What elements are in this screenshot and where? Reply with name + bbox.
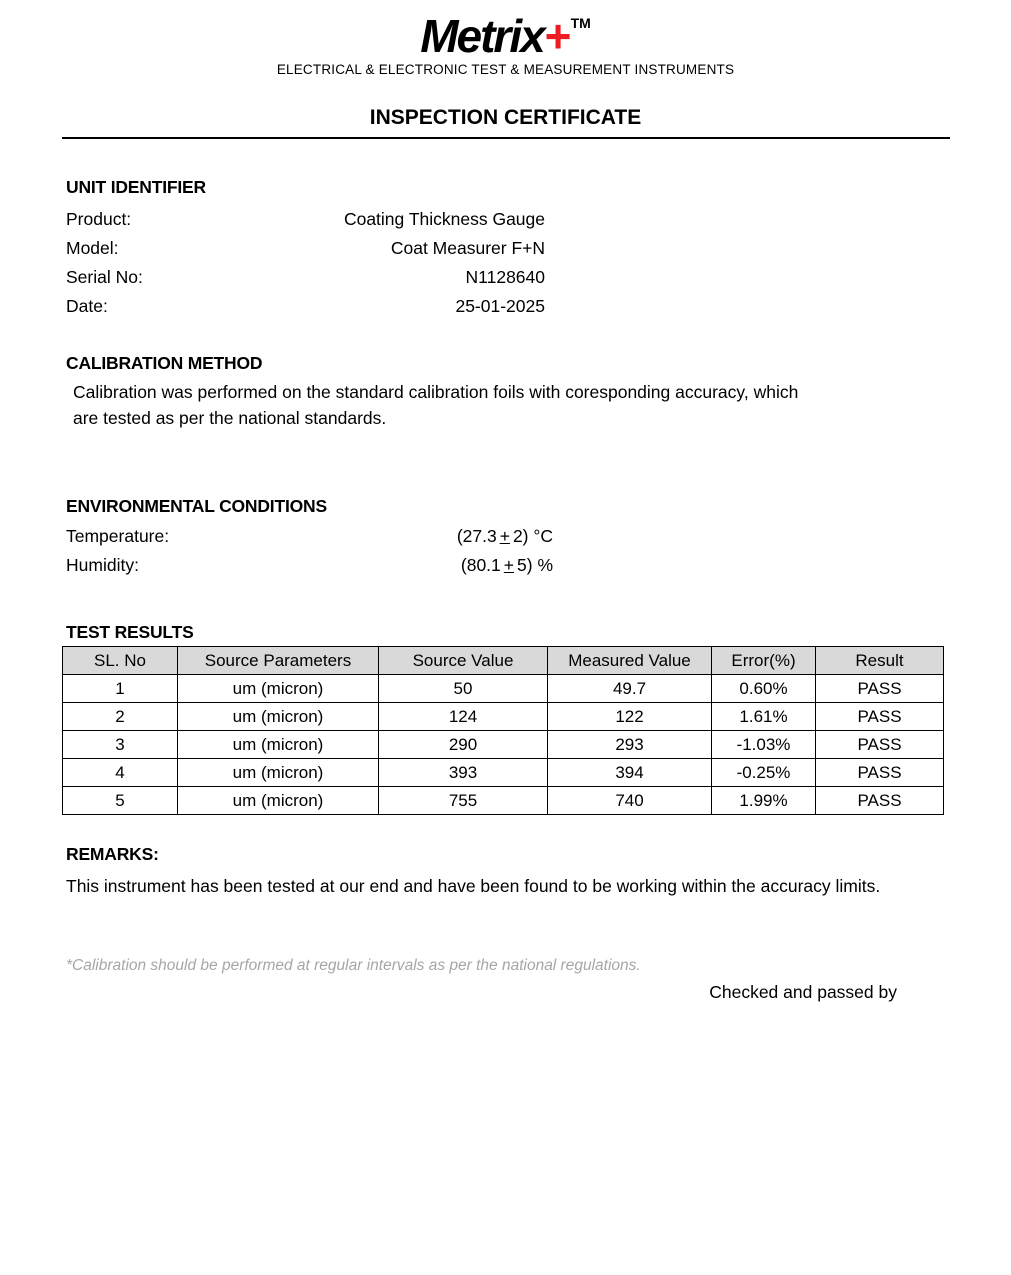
calibration-footnote: *Calibration should be performed at regular intervals as per the national regulations. (66, 957, 641, 975)
table-cell: PASS (816, 759, 944, 787)
remarks-heading: REMARKS: (66, 844, 159, 865)
table-cell: 740 (548, 787, 712, 815)
value-prefix: (27.3 (456, 526, 497, 547)
model-row (66, 234, 545, 263)
table-cell: 49.7 (548, 675, 712, 703)
value-suffix: 2) °C (512, 526, 553, 547)
brand-block (0, 0, 1011, 77)
environmental-conditions-heading: ENVIRONMENTAL CONDITIONS (66, 496, 327, 517)
table-cell: -0.25% (712, 759, 816, 787)
trademark-symbol: TM (570, 15, 591, 31)
table-header-row (63, 647, 944, 675)
unit-identifier-section (66, 176, 950, 321)
table-cell: 3 (63, 731, 178, 759)
table-cell: 50 (379, 675, 548, 703)
column-header-sl-no: SL. No (63, 647, 178, 675)
table-cell: um (micron) (178, 731, 379, 759)
field-label: Product: (66, 209, 132, 230)
table-cell: PASS (816, 703, 944, 731)
field-value (457, 522, 553, 551)
field-label: Date: (66, 296, 108, 317)
table-cell: PASS (816, 731, 944, 759)
table-row (63, 787, 944, 815)
unit-identifier-heading: UNIT IDENTIFIER (66, 177, 206, 198)
table-row (63, 731, 944, 759)
column-header-measured-value: Measured Value (548, 647, 712, 675)
table-cell: 124 (379, 703, 548, 731)
column-header-result: Result (816, 647, 944, 675)
table-row (63, 675, 944, 703)
table-row (63, 703, 944, 731)
test-results-section (66, 621, 950, 815)
table-cell: 0.60% (712, 675, 816, 703)
table-cell: um (micron) (178, 787, 379, 815)
table-cell: 394 (548, 759, 712, 787)
test-results-heading: TEST RESULTS (66, 622, 194, 643)
plus-minus-symbol: + (503, 555, 515, 576)
table-cell: 293 (548, 731, 712, 759)
certificate-body (0, 176, 1011, 1003)
brand-tagline: ELECTRICAL & ELECTRONIC TEST & MEASUREMENT INSTRUMENTS (276, 62, 735, 78)
title-divider (62, 137, 950, 139)
product-row (66, 205, 545, 234)
column-header-error: Error(%) (712, 647, 816, 675)
brand-logo (0, 12, 1011, 60)
environmental-conditions-section (66, 495, 950, 580)
checked-passed-by-label: Checked and passed by (709, 982, 897, 1003)
test-results-table (62, 646, 944, 815)
table-cell: 122 (548, 703, 712, 731)
page-title: INSPECTION CERTIFICATE (369, 106, 642, 130)
field-value: Coat Measurer F+N (390, 238, 545, 259)
calibration-method-heading: CALIBRATION METHOD (66, 353, 263, 374)
table-cell: 2 (63, 703, 178, 731)
humidity-row (66, 551, 553, 580)
field-value: N1128640 (465, 267, 545, 288)
column-header-source-value: Source Value (379, 647, 548, 675)
table-cell: 1.61% (712, 703, 816, 731)
table-cell: PASS (816, 787, 944, 815)
field-label: Model: (66, 238, 119, 259)
table-cell: 1 (63, 675, 178, 703)
table-cell: 393 (379, 759, 548, 787)
brand-name: Metrix (420, 10, 544, 62)
table-cell: 4 (63, 759, 178, 787)
table-cell: um (micron) (178, 703, 379, 731)
plus-minus-symbol: + (499, 526, 510, 547)
table-cell: 5 (63, 787, 178, 815)
calibration-method-text: Calibration was performed on the standard calibration foils with coresponding accuracy, which are tested as per the national standards. (73, 382, 799, 429)
column-header-source-parameters: Source Parameters (178, 647, 379, 675)
brand-plus-icon: + (543, 10, 569, 62)
temperature-row (66, 522, 553, 551)
field-label: Temperature: (66, 526, 170, 547)
table-cell: 290 (379, 731, 548, 759)
remarks-text: This instrument has been tested at our end and have been found to be working within the accuracy limits. (66, 876, 881, 897)
date-row (66, 292, 545, 321)
table-cell: um (micron) (178, 675, 379, 703)
table-cell: 755 (379, 787, 548, 815)
table-cell: PASS (816, 675, 944, 703)
serial-no-row (66, 263, 545, 292)
field-label: Serial No: (66, 267, 143, 288)
field-value: Coating Thickness Gauge (343, 209, 545, 230)
table-cell: um (micron) (178, 759, 379, 787)
table-cell: -1.03% (712, 731, 816, 759)
field-label: Humidity: (66, 555, 139, 576)
value-prefix: (80.1 (460, 555, 501, 576)
calibration-method-section (66, 352, 950, 431)
table-row (63, 759, 944, 787)
value-suffix: 5) % (517, 555, 553, 576)
table-cell: 1.99% (712, 787, 816, 815)
field-value: 25-01-2025 (455, 296, 545, 317)
remarks-section (66, 843, 950, 897)
field-value (461, 551, 553, 580)
